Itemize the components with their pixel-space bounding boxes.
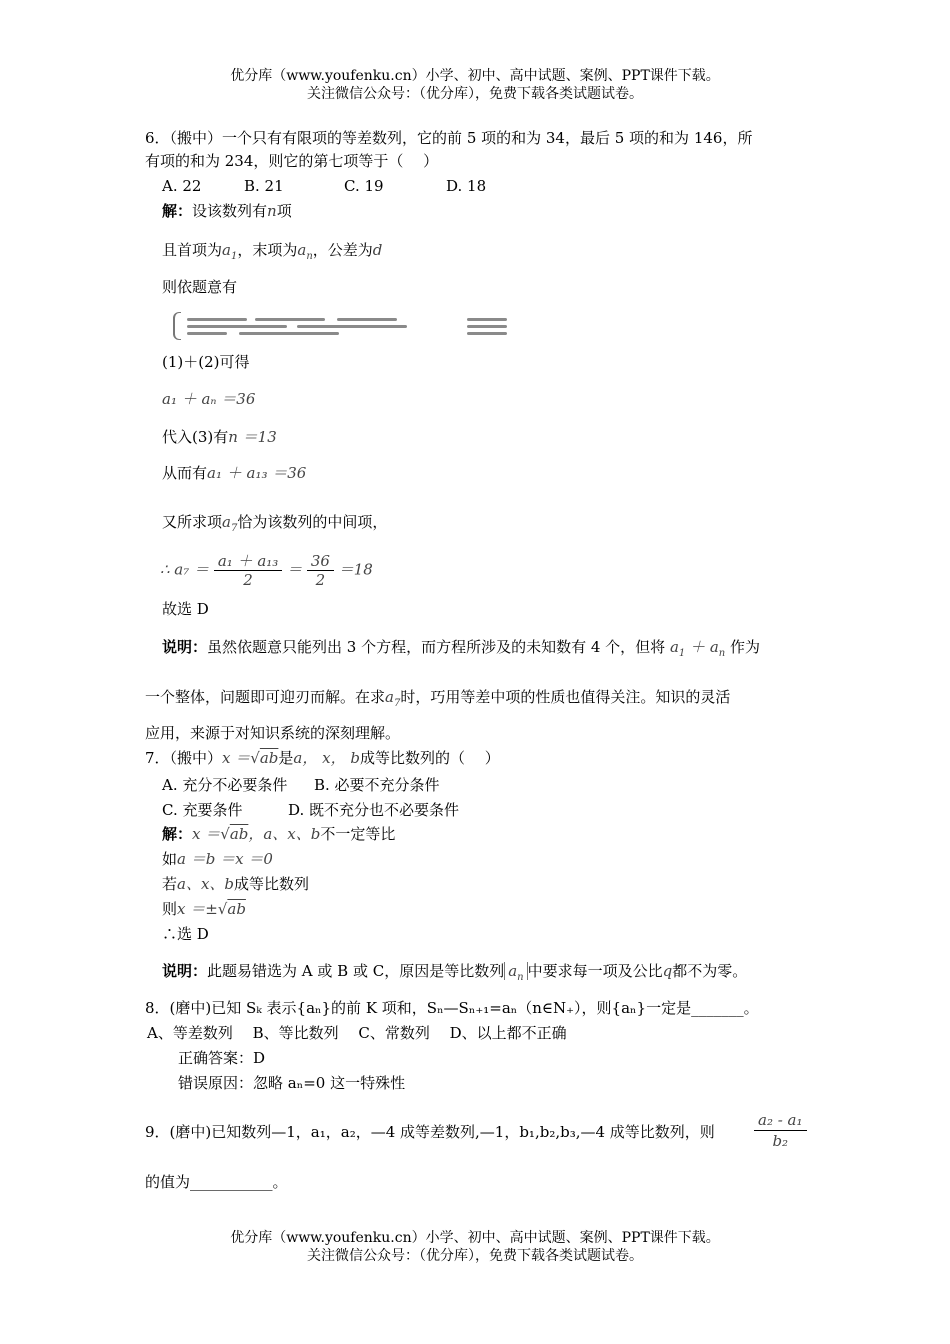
q7-solution-line-4: 则x ＝±√ab — [162, 900, 246, 918]
q7-stem: 7．（搬中）x ＝√ab是a， x， b成等比数列的（ ） — [145, 749, 500, 767]
q7-solution-tail: 不一定等比 — [320, 825, 396, 843]
q9-frac-num: a₂ - a₁ — [754, 1110, 807, 1131]
q6-note-line-1: 说明：虽然依题意只能列出 3 个方程，而方程所涉及的未知数有 4 个，但将 $a_1 + a_n$ 作为 — [162, 638, 761, 659]
q6-stem-line-1: 6．（搬中）一个只有有限项的等差数列，它的前 5 项的和为 34，最后 5 项的和为 146，所 — [145, 129, 753, 147]
q9-tail: 的值为___________。 — [145, 1173, 288, 1191]
q6-solution-label: 解： — [162, 202, 193, 220]
q6-option-a: A. 22 — [162, 177, 202, 195]
q6-solution-line-9: ∴ a₇ ＝ $\frac{\text{a₁ ＋ a₁₃}}{2}$ ＝ $\frac{36}{2}$ ＝18 — [160, 552, 373, 589]
equation-system-image — [173, 312, 533, 338]
q8-stem: 8．(磨中)已知 Sₖ 表示{aₙ}的前 K 项和，Sₙ—Sₙ₊₁=aₙ（n∈N₊），则{aₙ}一定是_______。 — [145, 999, 759, 1017]
q6-line2-c: ，公差为 — [312, 241, 373, 259]
q6-line9-prefix: ∴ a₇ ＝ — [160, 560, 210, 579]
q6-solution-line-10: 故选 D — [162, 600, 209, 618]
q7-stem-a: 7．（搬中） — [145, 749, 223, 767]
q7-note-label: 说明： — [162, 962, 208, 980]
q6-solution-tail: 项 — [276, 202, 292, 220]
q7-option-c: C. 充要条件 — [162, 801, 243, 819]
q6-note1-a: 虽然依题意只能列出 3 个方程，而方程所涉及的未知数有 4 个，但将 — [207, 638, 666, 656]
q7-note: 说明：此题易错选为 A 或 B 或 C，原因是等比数列 $a_n$ 中要求每一项及公比q都不为零。 — [162, 962, 748, 983]
q6-note2-a: 一个整体，问题即可迎刃而解。在求 — [145, 688, 386, 706]
q7-line2-b: a ＝b ＝x ＝0 — [177, 850, 273, 868]
q6-line2-a: 且首项为 — [162, 241, 223, 259]
q6-solution-line-4: (1)＋(2)可得 — [162, 353, 250, 371]
q7-option-a: A. 充分不必要条件 — [162, 776, 288, 794]
q6-fraction-1: $\frac{\text{a₁ ＋ a₁₃}}{2}$ — [214, 552, 282, 589]
q6-solution-text: 设该数列有 — [192, 202, 268, 220]
q6-solution-line-7 — [162, 463, 306, 483]
q6-var-n: n — [267, 202, 277, 220]
q9-stem: 9．(磨中)已知数列—1，a₁，a₂，—4 成等差数列,—1，b₁,b₂,b₃,—4 成等比数列，则 — [145, 1123, 715, 1141]
q6-solution-line-2: 且首项为$a_1$，末项为$a_n$，公差为d — [162, 241, 383, 262]
q6-solution-line-8: 又所求项$a_7$恰为该数列的中间项， — [162, 513, 388, 534]
q7-note-a: 此题易错选为 A 或 B 或 C，原因是等比数列 — [207, 962, 505, 980]
q6-solution-line-5: a₁ ＋ aₙ ＝36 — [162, 390, 256, 408]
q7-line3-a: 若 — [162, 875, 178, 893]
q6-note1-b: 作为 — [730, 638, 761, 656]
equation-brace — [173, 312, 181, 340]
q6-note2-b: 时，巧用等差中项的性质也值得关注。知识的灵活 — [400, 688, 731, 706]
q7-stem-b: 是 — [278, 749, 294, 767]
footer-line-1: 优分库（www.youfenku.cn）小学、初中、高中试题、案例、PPT课件下载。 — [230, 1230, 720, 1246]
q7-solution-label: 解： — [162, 825, 193, 843]
q7-option-d: D. 既不充分也不必要条件 — [288, 801, 460, 819]
q6-line2-b: ，末项为 — [237, 241, 298, 259]
header-line-1: 优分库（www.youfenku.cn）小学、初中、高中试题、案例、PPT课件下载。 — [230, 68, 720, 84]
q6-solution-line-1 — [162, 201, 292, 221]
q6-stem-line-2: 有项的和为 234，则它的第七项等于（ ） — [145, 152, 439, 170]
q6-line6-b: n ＝13 — [228, 428, 277, 446]
q7-line3-b: 成等比数列 — [234, 875, 310, 893]
q6-fraction-2: $\frac{36}{2}$ — [307, 552, 334, 589]
q7-solution-line-2 — [162, 849, 273, 869]
q6-option-b: B. 21 — [244, 177, 284, 195]
q7-stem-c: 成等比数列的（ ） — [359, 749, 500, 767]
q6-line7-b: a₁ ＋ a₁₃ ＝36 — [207, 464, 307, 482]
q6-solution-line-6 — [162, 427, 277, 447]
q7-line2-a: 如 — [162, 850, 178, 868]
q7-solution-line-1: 解：x ＝√ab，a、x、b不一定等比 — [162, 825, 396, 843]
q6-line8-b: 恰为该数列的中间项， — [237, 513, 388, 531]
q6-note-label: 说明： — [162, 638, 208, 656]
q8-options: A、等差数列 B、等比数列 C、常数列 D、以上都不正确 — [147, 1024, 567, 1042]
q7-note-c: 都不为零。 — [672, 962, 748, 980]
q7-solution-line-3: 若a、x、b成等比数列 — [162, 875, 310, 893]
q8-reason: 错误原因：忽略 aₙ=0 这一特殊性 — [178, 1074, 406, 1092]
q7-line4-a: 则 — [162, 900, 178, 918]
footer-line-2: 关注微信公众号：（优分库），免费下载各类试题试卷。 — [307, 1248, 643, 1264]
q7-note-b: 中要求每一项及公比 — [527, 962, 663, 980]
q9-frac-den: b₂ — [772, 1132, 789, 1150]
q6-note-line-3: 应用，来源于对知识系统的深刻理解。 — [145, 724, 401, 742]
q6-note-line-2: 一个整体，问题即可迎刃而解。在求$a_7$时，巧用等差中项的性质也值得关注。知识的灵活 — [145, 688, 731, 709]
q7-solution-line-5: ∴选 D — [162, 925, 209, 943]
q6-option-c: C. 19 — [344, 177, 384, 195]
q8-answer: 正确答案：D — [178, 1049, 266, 1067]
q6-line9-result: ＝18 — [338, 560, 373, 579]
q6-line6-a: 代入(3)有 — [162, 428, 229, 446]
header-line-2: 关注微信公众号：（优分库），免费下载各类试题试卷。 — [307, 86, 643, 102]
q6-solution-line-3: 则依题意有 — [162, 278, 238, 296]
q9-fraction — [754, 1110, 807, 1151]
q6-line8-a: 又所求项 — [162, 513, 223, 531]
q6-line7-a: 从而有 — [162, 464, 208, 482]
q7-option-b: B. 必要不充分条件 — [314, 776, 440, 794]
q6-option-d: D. 18 — [446, 177, 487, 195]
